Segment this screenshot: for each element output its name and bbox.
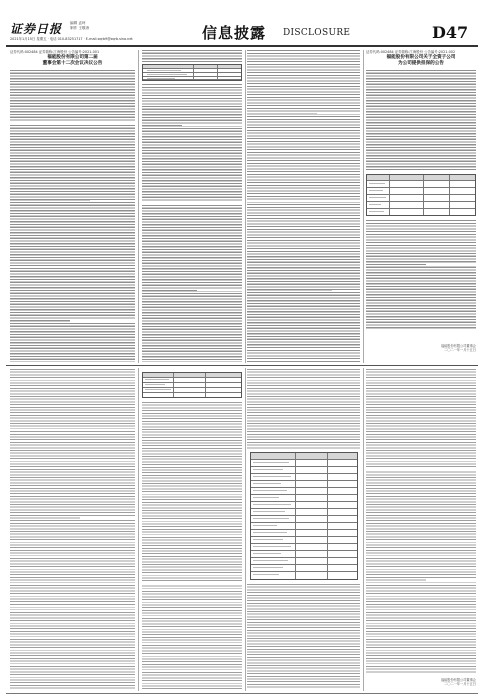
column-rule [138,50,139,363]
masthead [0,0,484,48]
signature-bottom [396,678,476,687]
section-divider [6,365,478,366]
page-number: D47 [432,23,469,42]
body-text-column-4 [366,220,476,330]
body-text-column-2-top [142,50,242,62]
announcement-title-left-line2: 董事会第十二次会议决议公告 [42,61,103,66]
body-text-column-2 [142,84,242,362]
signature-top [396,344,476,353]
financial-table [250,452,358,580]
announcement-header-left: 证券代码:002484 证券简称:江海股份 公告编号:2021-001 [10,50,100,54]
body-text-column-b4 [366,369,476,673]
section-title: 信息披露 [202,24,267,42]
designer-name: 制作 王敬涛 [70,25,90,30]
body-text-column-b3-top [247,369,360,449]
guarantee-table [366,174,476,216]
editor-name: 编辑 孟珂 [70,21,86,25]
announcement-title-left-line1: 福能股份有限公司第二届 [47,55,98,60]
newspaper-logo: 证券日报 [10,22,63,36]
body-text-column-4-top [366,70,476,170]
data-table-bottom [142,372,242,398]
column-rule [363,50,364,363]
text-lines [10,70,135,362]
body-text-column-3 [247,50,360,362]
body-text-column-1 [10,70,135,362]
announcement-header-right: 证券代码:002484 证券简称:江海股份 公告编号:2021-002 [366,50,456,54]
body-text-column-b1 [10,369,135,689]
column-rule [245,50,246,363]
announcement-title-left [10,55,135,67]
editor-credit [70,21,89,30]
signature-company: 福能股份有限公司董事会 [440,344,476,348]
masthead-rule [6,45,478,47]
column-rule [138,368,139,691]
footer-rule [6,693,478,694]
signature-company: 福能股份有限公司董事会 [440,678,476,682]
body-text-column-b2 [142,402,242,689]
signature-date: 二〇二一年一月十五日 [444,682,476,687]
announcement-title-right-line2: 为公司提供担保的公告 [398,61,444,66]
column-rule [363,368,364,691]
data-table-top [142,64,242,81]
dateline: 2021年1月15日 星期五 · 电话 010-83251717 · E-mail:zqrb9@zqrb.sina.net [10,37,133,41]
signature-date: 二〇二一年一月十五日 [444,348,476,353]
section-title-en: DISCLOSURE [283,28,351,38]
body-text-column-b3 [247,584,360,689]
column-rule [245,368,246,691]
announcement-title-right-line1: 福能股份有限公司关于全资子公司 [386,55,456,60]
announcement-title-right [366,55,476,67]
